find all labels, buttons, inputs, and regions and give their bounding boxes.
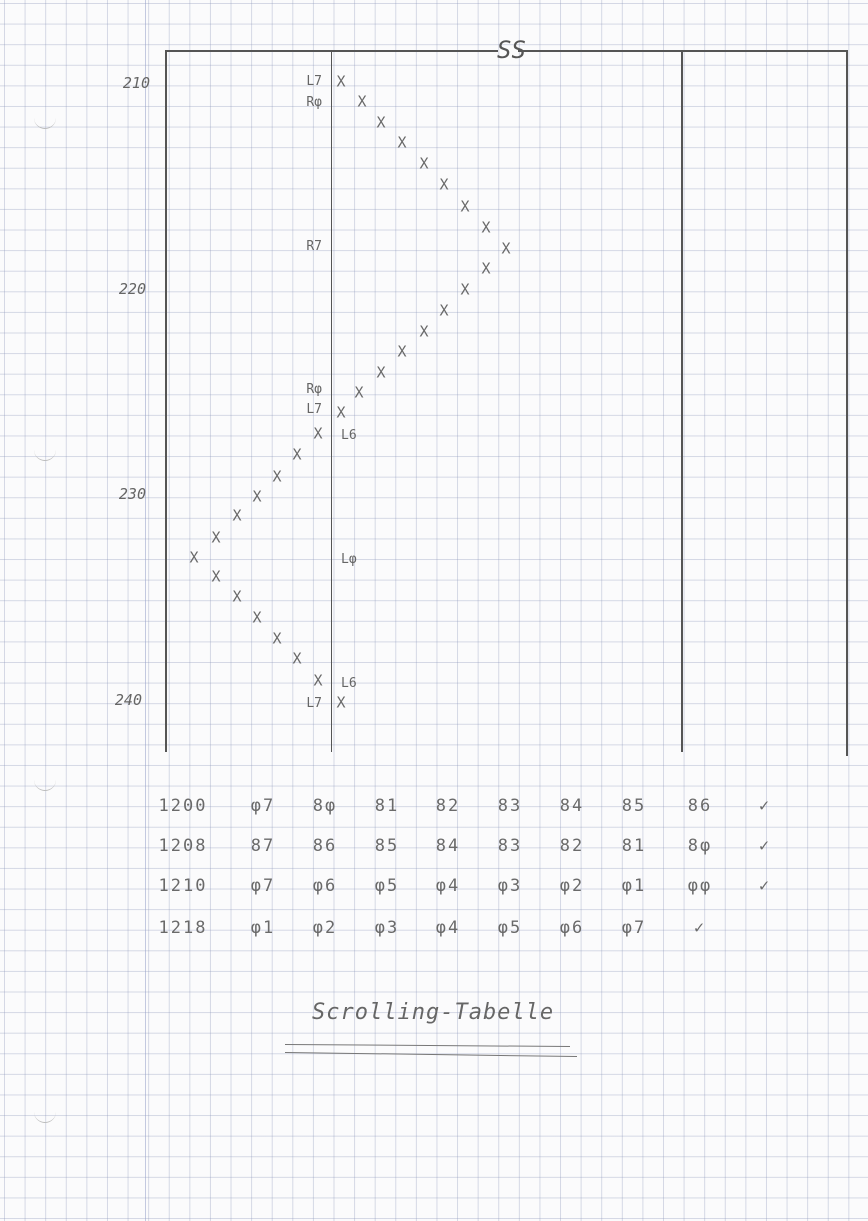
punch-hole — [34, 450, 56, 461]
scroll-mark: X — [232, 506, 242, 525]
register-label: L7 — [306, 402, 322, 417]
table-cell: φ7 — [621, 918, 647, 938]
register-label: Rφ — [306, 382, 322, 397]
register-label: L7 — [306, 74, 322, 89]
table-cell: φ2 — [559, 876, 585, 896]
table-cell: φ2 — [312, 918, 338, 938]
table-cell: φφ — [687, 876, 713, 896]
scroll-mark: X — [252, 487, 262, 506]
scroll-mark: X — [354, 383, 364, 402]
table-cell: 8φ — [312, 796, 338, 816]
table-cell: 85 — [621, 796, 647, 816]
scroll-mark: X — [397, 342, 407, 361]
scroll-mark: X — [232, 587, 242, 606]
table-cell: 1200 — [158, 796, 208, 816]
scroll-mark: X — [292, 445, 302, 464]
register-label: R7 — [306, 239, 322, 254]
table-cell: 83 — [497, 836, 523, 856]
table-cell: φ4 — [435, 918, 461, 938]
scroll-mark: X — [460, 197, 470, 216]
table-cell: φ1 — [250, 918, 276, 938]
table-cell: φ5 — [497, 918, 523, 938]
table-cell: 82 — [435, 796, 461, 816]
table-cell: φ6 — [559, 918, 585, 938]
register-label: L6 — [341, 428, 357, 443]
scroll-mark: X — [211, 528, 221, 547]
table-cell: 86 — [687, 796, 713, 816]
scroll-mark: X — [313, 424, 323, 443]
scroll-mark: X — [336, 403, 346, 422]
table-cell: 81 — [374, 796, 400, 816]
table-cell: 83 — [497, 796, 523, 816]
title-underline — [285, 1044, 570, 1047]
scroll-mark: X — [419, 154, 429, 173]
table-cell: φ3 — [374, 918, 400, 938]
table-cell: φ5 — [374, 876, 400, 896]
y-tick-label: 240 — [114, 691, 142, 709]
scroll-mark: X — [439, 175, 449, 194]
table-cell: 1210 — [158, 876, 208, 896]
table-cell: ✓ — [693, 918, 707, 938]
register-label: L7 — [306, 696, 322, 711]
break-symbol: SS — [497, 36, 526, 64]
scroll-mark: X — [336, 72, 346, 91]
table-cell: ✓ — [758, 876, 772, 896]
page-title: Scrolling-Tabelle — [312, 1000, 555, 1025]
frame-top-right — [518, 50, 848, 52]
y-tick-label: 230 — [118, 485, 146, 503]
table-cell: ✓ — [758, 796, 772, 816]
scroll-mark: X — [419, 322, 429, 341]
punch-hole — [34, 118, 56, 129]
table-cell: 85 — [374, 836, 400, 856]
scroll-mark: X — [481, 218, 491, 237]
frame-divider — [331, 50, 332, 752]
scroll-mark: X — [376, 113, 386, 132]
title-underline — [285, 1052, 577, 1057]
table-cell: 1208 — [158, 836, 208, 856]
punch-hole — [34, 780, 56, 791]
scroll-mark: X — [211, 567, 221, 586]
frame-right — [846, 50, 848, 756]
table-cell: φ7 — [250, 796, 276, 816]
register-label: L6 — [341, 676, 357, 691]
scroll-mark: X — [460, 280, 470, 299]
y-tick-label: 210 — [122, 74, 150, 92]
scroll-mark: X — [252, 608, 262, 627]
scroll-mark: X — [292, 649, 302, 668]
scroll-mark: X — [439, 301, 449, 320]
scroll-mark: X — [357, 92, 367, 111]
table-cell: φ4 — [435, 876, 461, 896]
table-cell: φ7 — [250, 876, 276, 896]
table-cell: 82 — [559, 836, 585, 856]
punch-hole — [34, 1112, 56, 1123]
table-cell: 8φ — [687, 836, 713, 856]
register-label: Lφ — [341, 552, 357, 567]
scroll-mark: X — [501, 239, 511, 258]
scroll-mark: X — [313, 671, 323, 690]
frame-divider-right — [681, 50, 683, 752]
scroll-mark: X — [376, 363, 386, 382]
table-cell: φ1 — [621, 876, 647, 896]
table-cell: 86 — [312, 836, 338, 856]
scroll-mark: X — [189, 548, 199, 567]
frame-left — [165, 50, 167, 752]
scroll-mark: X — [272, 467, 282, 486]
scroll-mark: X — [397, 133, 407, 152]
table-cell: φ3 — [497, 876, 523, 896]
scroll-mark: X — [336, 693, 346, 712]
y-tick-label: 220 — [118, 280, 146, 298]
page-margin-line — [145, 0, 146, 1221]
table-cell: 87 — [250, 836, 276, 856]
table-cell: 81 — [621, 836, 647, 856]
scroll-mark: X — [481, 259, 491, 278]
table-cell: 84 — [559, 796, 585, 816]
scroll-mark: X — [272, 629, 282, 648]
table-cell: 84 — [435, 836, 461, 856]
table-cell: ✓ — [758, 836, 772, 856]
table-cell: 1218 — [158, 918, 208, 938]
register-label: Rφ — [306, 95, 322, 110]
table-cell: φ6 — [312, 876, 338, 896]
